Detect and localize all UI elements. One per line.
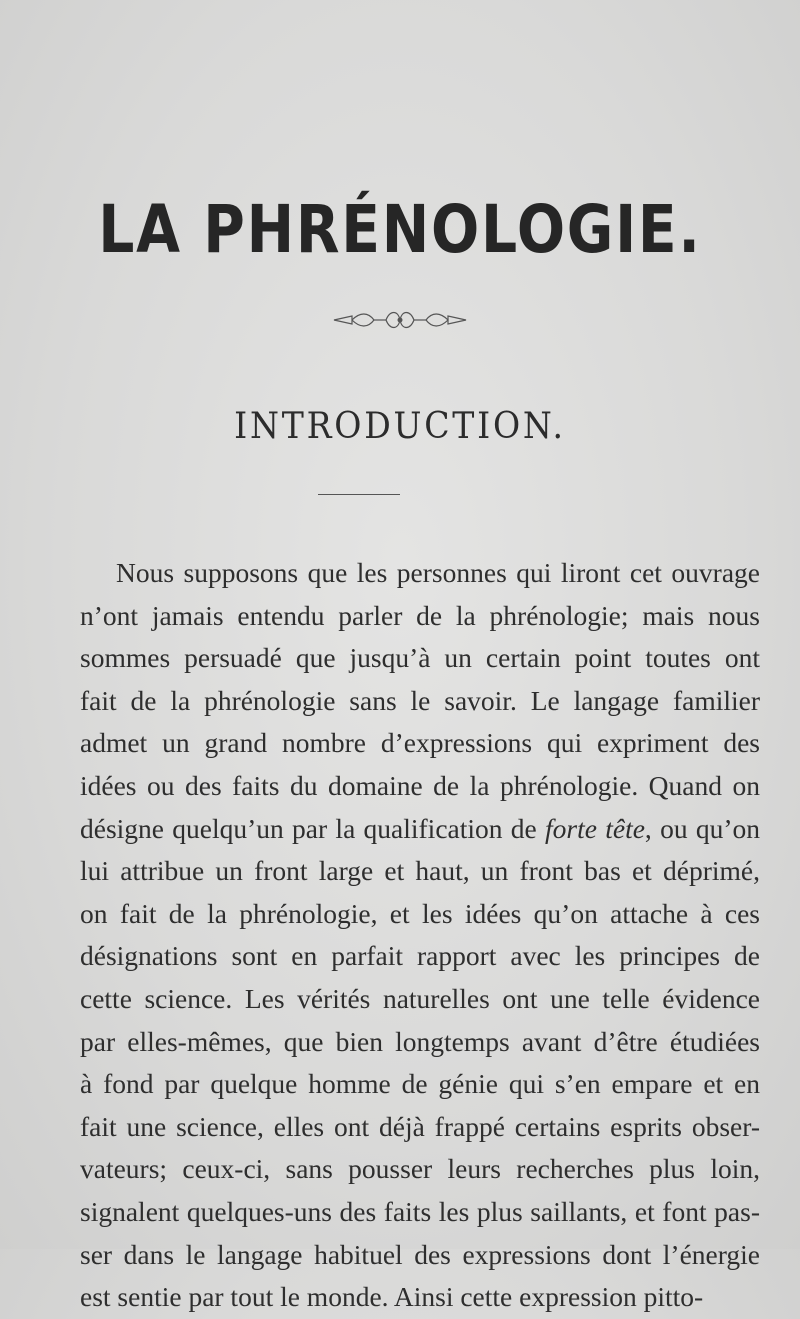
divider-rule (318, 494, 400, 495)
paragraph-line: désignations sont en parfait rapport avec les principes de (80, 940, 760, 972)
italic-phrase: forte tête (545, 812, 645, 844)
paragraph-line: fait de la phrénologie sans le savoir. Le langage familier (80, 684, 760, 716)
paragraph-line: admet un grand nombre d’expressions qui expriment des (80, 727, 760, 759)
paragraph-line: n’ont jamais entendu parler de la phrénologie; mais nous (80, 599, 760, 631)
paragraph-line: vateurs; ceux-ci, sans pousser leurs recherches plus loin, (80, 1153, 760, 1185)
body-paragraph (80, 552, 760, 1319)
paragraph-line: à fond par quelque homme de génie qui s’en empare et en (80, 1068, 760, 1100)
paragraph-line-text: désigne quelqu’un par la qualification de (80, 812, 546, 844)
page-title: LA PHRÉNOLOGIE. (98, 191, 702, 268)
paragraph-line: par elles-mêmes, que bien longtemps avant d’être étudiées (80, 1025, 760, 1057)
paragraph-line: est sentie par tout le monde. Ainsi cette expression pitto- (80, 1281, 704, 1313)
paragraph-line: idées ou des faits du domaine de la phrénologie. Quand on (80, 769, 760, 801)
section-heading: INTRODUCTION. (234, 406, 566, 447)
paragraph-line: lui attribue un front large et haut, un front bas et déprimé, (80, 855, 760, 887)
decorative-flourish-icon (330, 308, 470, 332)
paragraph-line (80, 808, 760, 851)
paragraph-line: ser dans le langage habituel des expressions dont l’énergie (80, 1238, 760, 1270)
paragraph-line: on fait de la phrénologie, et les idées qu’on attache à ces (80, 897, 760, 929)
paragraph-line-text: , ou qu’on (644, 812, 760, 844)
paragraph-line: signalent quelques-uns des faits les plus saillants, et font pas- (80, 1195, 760, 1227)
paragraph-line: sommes persuadé que jusqu’à un certain point toutes ont (80, 642, 760, 674)
paragraph-line: Nous supposons que les personnes qui liront cet ouvrage (116, 557, 760, 588)
paragraph-line: fait une science, elles ont déjà frappé certains esprits obser- (80, 1110, 760, 1142)
paragraph-line: cette science. Les vérités naturelles ont une telle évidence (80, 982, 760, 1014)
